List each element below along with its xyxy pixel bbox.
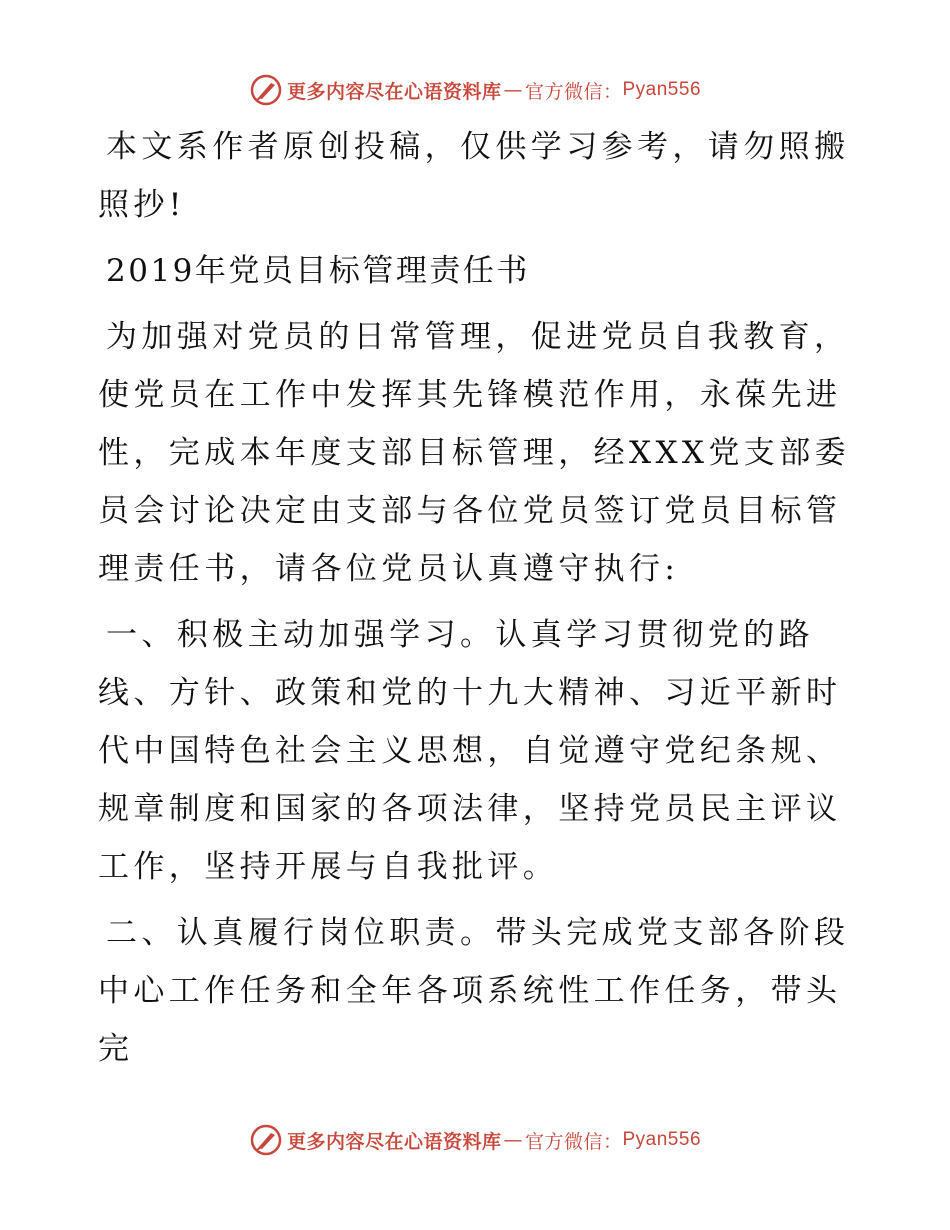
quill-logo-icon	[249, 1123, 283, 1157]
quill-logo-icon	[249, 73, 283, 107]
header-watermark	[0, 72, 950, 108]
document-body	[98, 118, 858, 1086]
watermark-wechat-label: 官方微信：	[524, 1130, 623, 1153]
paragraph-intro: 为加强对党员的日常管理，促进党员自我教育，使党员在工作中发挥其先锋模范作用，永葆先进性，完成本年度支部目标管理，经XXX党支部委员会讨论决定由支部与各位党员签订党员目标管理责任书，请各位党员认真遵守执行:	[98, 319, 851, 587]
copyright-notice: 本文系作者原创投稿，仅供学习参考，请勿照搬照抄!	[98, 129, 850, 223]
paragraph-section-1: 一、积极主动加强学习。认真学习贯彻党的路线、方针、政策和党的十九大精神、习近平新时代中国特色社会主义思想，自觉遵守党纪条规、规章制度和国家的各项法律，坚持党员民主评议工作，坚持开展与自我批评。	[98, 617, 842, 885]
paragraph-section-2: 二、认真履行岗位职责。带头完成党支部各阶段中心工作任务和全年各项系统性工作任务，带头完	[98, 915, 850, 1067]
watermark-site-text: 更多内容尽在心语资料库	[286, 1130, 502, 1153]
watermark-dash: —	[503, 1129, 523, 1151]
document-title: 2019年党员目标管理责任书	[106, 253, 530, 289]
watermark-dash: —	[503, 79, 523, 101]
watermark-wechat-id: Pyan556	[622, 79, 702, 100]
watermark-wechat-id: Pyan556	[622, 1129, 702, 1150]
watermark-wechat-label: 官方微信：	[524, 80, 623, 103]
watermark-site-text: 更多内容尽在心语资料库	[286, 80, 502, 103]
footer-watermark	[0, 1122, 950, 1158]
